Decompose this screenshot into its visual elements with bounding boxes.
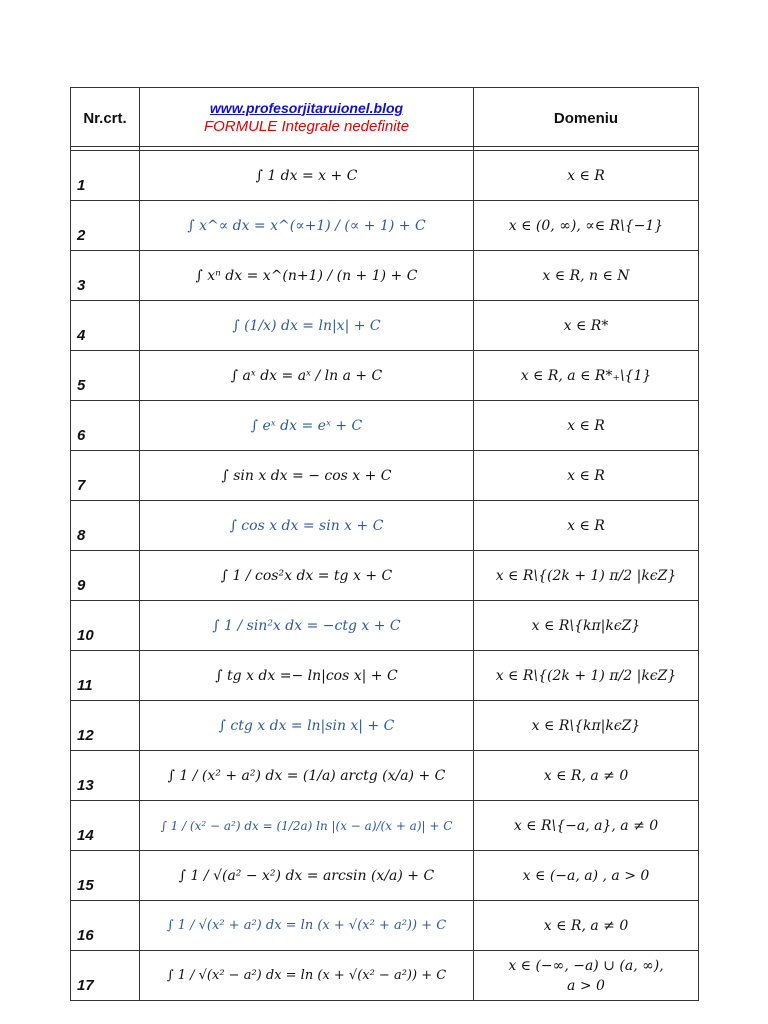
formula: ∫ sin x dx = − cos x + C: [140, 451, 474, 501]
table-row: [71, 151, 699, 201]
formula: ∫ eˣ dx = eˣ + C: [140, 401, 474, 451]
row-number: 1: [71, 151, 140, 201]
row-number: 17: [71, 951, 140, 1001]
domain: x ∈ (−a, a) , a > 0: [474, 851, 699, 901]
row-number: 11: [71, 651, 140, 701]
formula: ∫ 1 / cos²x dx = tg x + C: [140, 551, 474, 601]
formula: ∫ ctg x dx = ln|sin x| + C: [140, 701, 474, 751]
domain: x ∈ R\{kπ|kϵZ}: [474, 701, 699, 751]
header-nr: [71, 88, 140, 147]
domain: x ∈ R\{(2k + 1) π/2 |kϵZ}: [474, 651, 699, 701]
formula: ∫ 1 / √(a² − x²) dx = arcsin (x/a) + C: [140, 851, 474, 901]
domain: x ∈ R, a ≠ 0: [474, 901, 699, 951]
table-row: [71, 651, 699, 701]
domain: x ∈ (0, ∞), ∝∈ R\{−1}: [474, 201, 699, 251]
domain-line-2: a > 0: [567, 977, 605, 994]
domain: x ∈ R\{kπ|kϵZ}: [474, 601, 699, 651]
table-row: [71, 201, 699, 251]
table-row: [71, 901, 699, 951]
row-number: 13: [71, 751, 140, 801]
domain: x ∈ R: [474, 401, 699, 451]
domain: x ∈ R, a ∈ R*₊\{1}: [474, 351, 699, 401]
row-number: 16: [71, 901, 140, 951]
table-row: [71, 601, 699, 651]
domain: [474, 951, 699, 1001]
table-header: [71, 88, 699, 147]
formula: ∫ 1 dx = x + C: [140, 151, 474, 201]
formula: ∫ tg x dx =− ln|cos x| + C: [140, 651, 474, 701]
row-number: 4: [71, 301, 140, 351]
row-number: 10: [71, 601, 140, 651]
table-row: [71, 951, 699, 1001]
domain: x ∈ R: [474, 451, 699, 501]
site-link[interactable]: www.profesorjitaruionel.blog: [209, 99, 404, 116]
domain: x ∈ R: [474, 501, 699, 551]
row-number: 14: [71, 801, 140, 851]
table-row: [71, 251, 699, 301]
row-number: 5: [71, 351, 140, 401]
formula: ∫ (1/x) dx = ln|x| + C: [140, 301, 474, 351]
row-number: 15: [71, 851, 140, 901]
domain: x ∈ R: [474, 151, 699, 201]
header-domain: [474, 88, 699, 147]
row-number: 6: [71, 401, 140, 451]
table-row: [71, 351, 699, 401]
integrals-table: [70, 87, 699, 1001]
row-number: 8: [71, 501, 140, 551]
table-row: [71, 501, 699, 551]
formula: ∫ cos x dx = sin x + C: [140, 501, 474, 551]
nr-label: Nr.crt.: [83, 109, 127, 127]
formula: ∫ 1 / √(x² + a²) dx = ln (x + √(x² + a²)) + C: [140, 901, 474, 951]
row-number: 12: [71, 701, 140, 751]
document-title: FORMULE Integrale nedefinite: [203, 117, 410, 135]
table-row: [71, 751, 699, 801]
domain: x ∈ R*: [474, 301, 699, 351]
table-row: [71, 451, 699, 501]
domain-label: Domeniu: [553, 109, 619, 127]
formula: ∫ 1 / √(x² − a²) dx = ln (x + √(x² − a²)) + C: [140, 951, 474, 1001]
domain: x ∈ R\{(2k + 1) π/2 |kϵZ}: [474, 551, 699, 601]
table-row: [71, 551, 699, 601]
formula: ∫ aˣ dx = aˣ / ln a + C: [140, 351, 474, 401]
domain-line-1: x ∈ (−∞, −a) ∪ (a, ∞),: [508, 957, 664, 974]
table-row: [71, 301, 699, 351]
row-number: 3: [71, 251, 140, 301]
table-row: [71, 801, 699, 851]
formula: ∫ xⁿ dx = x^(n+1) / (n + 1) + C: [140, 251, 474, 301]
header-title-cell: [140, 88, 474, 147]
domain: x ∈ R, n ∈ N: [474, 251, 699, 301]
domain: x ∈ R\{−a, a}, a ≠ 0: [474, 801, 699, 851]
row-number: 7: [71, 451, 140, 501]
formula: ∫ 1 / (x² + a²) dx = (1/a) arctg (x/a) + C: [140, 751, 474, 801]
formula: ∫ 1 / (x² − a²) dx = (1/2a) ln |(x − a)/(x + a)| + C: [140, 801, 474, 851]
table-row: [71, 401, 699, 451]
row-number: 9: [71, 551, 140, 601]
formula: ∫ 1 / sin²x dx = −ctg x + C: [140, 601, 474, 651]
formula: ∫ x^∝ dx = x^(∝+1) / (∝ + 1) + C: [140, 201, 474, 251]
table-row: [71, 851, 699, 901]
row-number: 2: [71, 201, 140, 251]
table-row: [71, 701, 699, 751]
domain: x ∈ R, a ≠ 0: [474, 751, 699, 801]
